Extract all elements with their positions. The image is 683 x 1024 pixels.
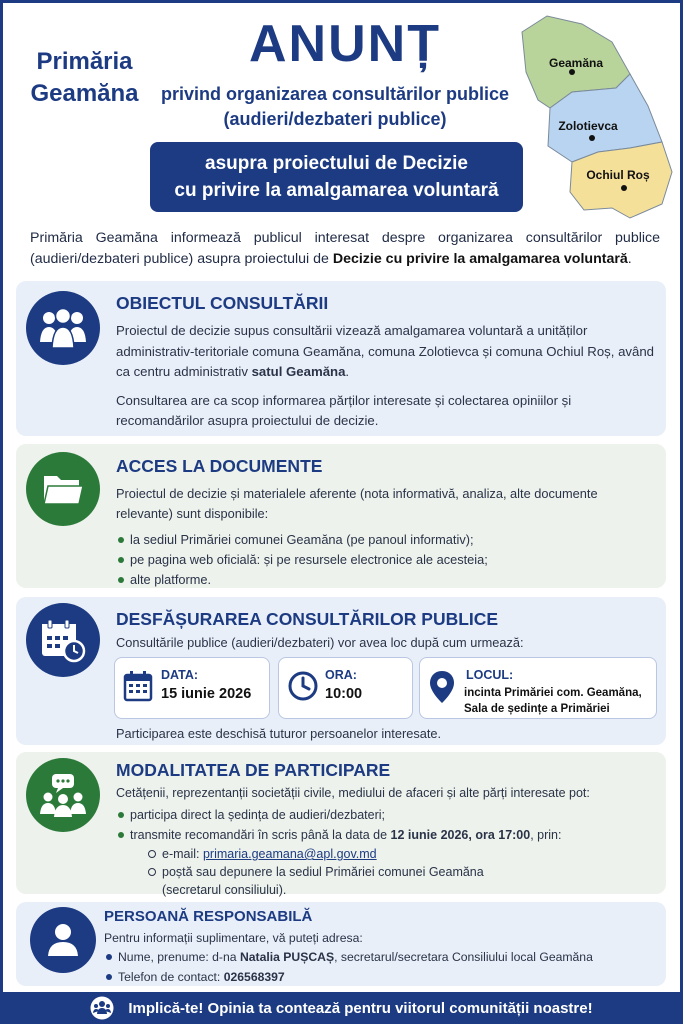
contact-name: Natalia PUȘCAȘ (239, 950, 335, 964)
folder-icon (26, 452, 100, 526)
name-prefix: Nume, prenume: d-na (118, 950, 240, 964)
map-label-zolotievca: Zolotievca (558, 119, 618, 133)
footer-banner (0, 992, 683, 1024)
acces-intro: Proiectul de decizie și materialele aferente (nota informativă, analiza, alte documente relevante) sunt disponibile: (116, 486, 598, 521)
section-title: OBIECTUL CONSULTĂRII (116, 293, 329, 313)
obiect-paragraph-2: Consultarea are ca scop informarea părților interesate și colectarea opiniilor și recomandărilor asupra proiectului de decizie. (116, 392, 572, 428)
time-card (278, 657, 413, 719)
location-line-2: Sala de ședințe a Primăriei (464, 703, 610, 715)
people-icon (26, 291, 100, 365)
intro-part-2: . (627, 251, 632, 267)
section-body (116, 321, 656, 440)
section-body (116, 784, 656, 899)
map-label-ochiul-ros: Ochiul Roș (586, 168, 650, 182)
post-line-2: (secretarul consiliului). (162, 883, 287, 897)
calendar-small-icon (123, 670, 153, 702)
obiect-bold: satul Geamăna (251, 364, 346, 379)
section-body (116, 484, 656, 590)
time-value: 10:00 (325, 686, 363, 702)
page-subtitle (150, 82, 520, 132)
item-2-end: , prin: (530, 828, 562, 842)
date-label: DATA: (161, 668, 199, 682)
intro-part-1: Primăria Geamăna informează publicul interesat despre organizarea consultărilor publice (audieri/dezbateri publice) asupra proiectului de (30, 230, 660, 267)
date-value: 15 iunie 2026 (161, 686, 252, 702)
section-title: ACCES LA DOCUMENTE (116, 456, 323, 476)
group-chat-icon (26, 758, 100, 832)
participation-note: Participarea este deschisă tuturor persoanelor interesate. (116, 726, 442, 741)
location-card (419, 657, 657, 719)
person-icon (30, 907, 96, 973)
obiect-text: Proiectul de decizie supus consultării vizează amalgamarea voluntară a unităților administrativ-teritoriale comuna Geamăna, comuna Zolotievca și comuna Ochiul Roș, având ca centru administrativ (116, 323, 655, 379)
phone-label: Telefon de contact: (118, 970, 224, 984)
deadline: 12 iunie 2026, ora 17:00 (390, 828, 531, 842)
post-line-1: poștă sau depunere la sediul Primăriei comunei Geamăna (162, 865, 484, 879)
list-item (148, 863, 656, 899)
contact-list (104, 947, 659, 987)
list-item (116, 825, 656, 845)
list-item (104, 967, 659, 987)
subtitle-line-1: privind organizarea consultărilor publice (160, 84, 510, 104)
topic-line-1: asupra proiectului de Decizie (205, 153, 468, 174)
section-title: PERSOANĂ RESPONSABILĂ (104, 908, 313, 925)
page-title: ANUNȚ (249, 15, 441, 73)
location-value (464, 685, 642, 717)
obiect-end: . (345, 364, 350, 379)
acces-list (116, 530, 656, 590)
modalitate-list (116, 805, 656, 845)
map-label-geamana: Geamăna (548, 56, 604, 70)
location-pin-icon (428, 670, 456, 704)
date-card (114, 657, 270, 719)
community-icon (90, 996, 114, 1020)
location-label: LOCUL: (466, 668, 514, 682)
section-title: DESFĂȘURAREA CONSULTĂRILOR PUBLICE (116, 609, 499, 629)
section-persoana (16, 902, 666, 986)
section-body (104, 929, 659, 987)
email-label: e-mail: (162, 847, 203, 861)
persoana-intro: Pentru informații suplimentare, vă puteți adresa: (104, 931, 363, 945)
intro-text (30, 228, 660, 270)
topic-line-2: cu privire la amalgamarea voluntară (174, 180, 499, 201)
location-line-1: incinta Primăriei com. Geamăna, (464, 687, 642, 699)
submission-list (116, 845, 656, 899)
phone-number: 026568397 (223, 970, 285, 984)
list-item: la sediul Primăriei comunei Geamăna (pe panoul informativ); (116, 530, 656, 550)
map-point-zolotievca (589, 135, 595, 141)
section-desfasurare (16, 597, 666, 745)
list-item (104, 947, 659, 967)
intro-bold: Decizie cu privire la amalgamarea voluntară (332, 251, 628, 267)
desfasurare-intro: Consultările publice (audieri/dezbateri) vor avea loc după cum urmează: (116, 635, 524, 650)
contact-role: , secretarul/secretara Consiliului local Geamăna (334, 950, 593, 964)
list-item: participa direct la ședința de audieri/dezbateri; (116, 805, 656, 825)
header (0, 0, 683, 225)
item-2-text: transmite recomandări în scris până la data de (130, 828, 391, 842)
organization-name: Primăria Geamăna (30, 48, 139, 107)
section-acces (16, 444, 666, 588)
section-obiect (16, 281, 666, 436)
footer-text: Implică-te! Opinia ta contează pentru viitorul comunității noastre! (128, 999, 593, 1017)
section-modalitate (16, 752, 666, 897)
calendar-icon (26, 603, 100, 677)
topic-banner (150, 142, 523, 212)
modalitate-intro: Cetățenii, reprezentanții societății civile, mediului de afaceri și alte părți interesate pot: (116, 786, 590, 800)
section-title: MODALITATEA DE PARTICIPARE (116, 760, 391, 780)
time-label: ORA: (325, 668, 357, 682)
list-item: pe pagina web oficială: și pe resursele electronice ale acesteia; (116, 550, 656, 570)
list-item: alte platforme. (116, 570, 656, 590)
list-item (148, 845, 656, 863)
map-point-ochiul-ros (621, 185, 627, 191)
region-map (512, 12, 676, 222)
clock-icon (287, 670, 319, 702)
email-link[interactable]: primaria.geamana@apl.gov.md (202, 847, 377, 861)
subtitle-line-2: (audieri/dezbateri publice) (223, 109, 447, 129)
